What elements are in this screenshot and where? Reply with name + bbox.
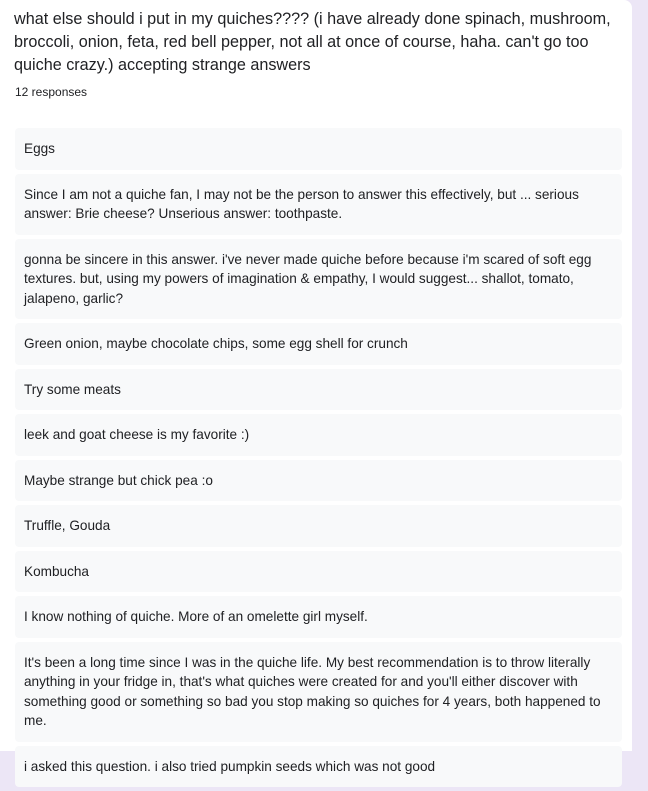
response-item: Kombucha bbox=[15, 551, 622, 593]
response-item: I know nothing of quiche. More of an omelette girl myself. bbox=[15, 596, 622, 638]
question-title: what else should i put in my quiches???? (i have already done spinach, mushroom, broccoli, onion, feta, red bell pepper, not all at once of course, haha. can't go too quiche crazy.) accepting strange answers bbox=[14, 10, 611, 74]
response-list bbox=[15, 128, 622, 791]
response-item: Green onion, maybe chocolate chips, some egg shell for crunch bbox=[15, 323, 622, 365]
scroll-area[interactable] bbox=[632, 0, 648, 751]
response-item: gonna be sincere in this answer. i've never made quiche before because i'm scared of soft egg textures. but, using my powers of imagination & empathy, I would suggest... shallot, tomato, jalapeno, garlic? bbox=[15, 239, 622, 320]
response-item: Eggs bbox=[15, 128, 622, 170]
response-item: It's been a long time since I was in the quiche life. My best recommendation is to throw literally anything in your fridge in, that's what quiches were created for and you'll either discover with something good or something so bad you stop making so quiches for 4 years, both happened to me. bbox=[15, 642, 622, 742]
response-count: 12 responses bbox=[15, 85, 88, 99]
response-item: Try some meats bbox=[15, 369, 622, 411]
response-item: Since I am not a quiche fan, I may not be the person to answer this effectively, but ... serious answer: Brie cheese? Unserious answer: toothpaste. bbox=[15, 174, 622, 235]
response-item: i asked this question. i also tried pumpkin seeds which was not good bbox=[15, 746, 622, 788]
response-item: leek and goat cheese is my favorite :) bbox=[15, 414, 622, 456]
response-item: Truffle, Gouda bbox=[15, 505, 622, 547]
response-item: Maybe strange but chick pea :o bbox=[15, 460, 622, 502]
